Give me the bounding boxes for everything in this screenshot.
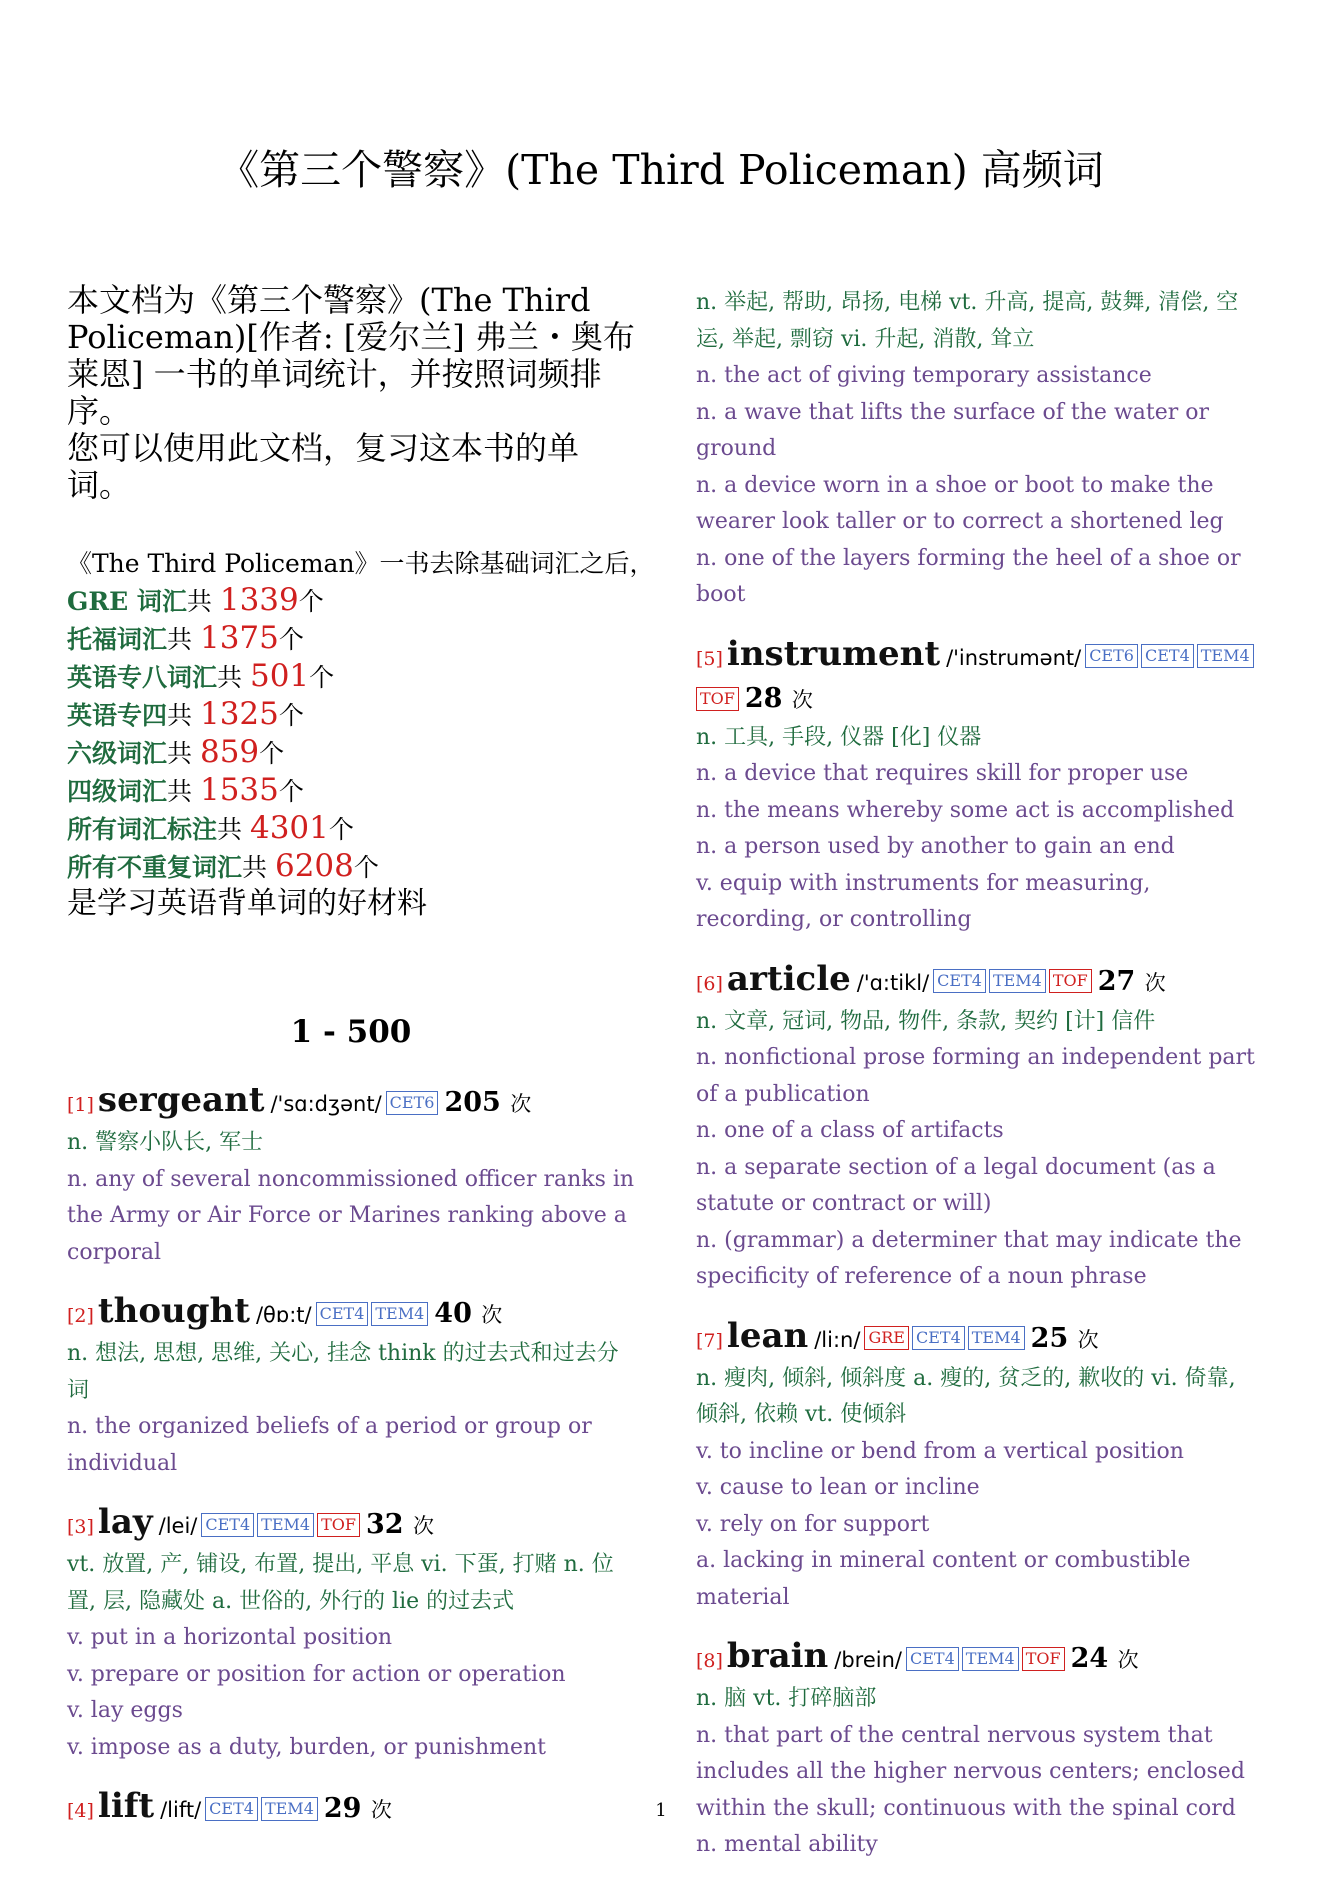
stat-unit: 个 <box>278 625 304 654</box>
stat-unit: 个 <box>298 587 324 616</box>
definition-line: n. a wave that lifts the surface of the water or ground <box>696 399 1210 461</box>
entry-index: [3] <box>67 1516 94 1538</box>
definition-line: n. the means whereby some act is accomplished <box>696 797 1235 823</box>
definition-line: v. lay eggs <box>67 1698 183 1723</box>
headword: article <box>726 958 851 999</box>
definition-line: vt. 放置, 产, 铺设, 布置, 提出, 平息 vi. 下蛋, 打赌 n. 位置, 层, 隐藏处 a. 世俗的, 外行的 lie 的过去式 <box>67 1552 614 1614</box>
stat-label: 英语专四 <box>67 701 168 730</box>
definition-line: n. a device that requires skill for proper use <box>696 761 1189 786</box>
vocab-stats <box>67 546 655 922</box>
stats-lead: 《The Third Policeman》一书去除基础词汇之后， <box>67 549 655 578</box>
phonetic: /'sɑ:dʒənt/ <box>270 1092 382 1116</box>
definition-line: a. lacking in mineral content or combustible material <box>696 1548 1191 1610</box>
stat-unit: 个 <box>278 701 304 730</box>
stat-label: 所有不重复词汇 <box>67 853 243 882</box>
stat-unit: 个 <box>353 853 379 882</box>
entry-index: [6] <box>696 972 723 995</box>
frequency <box>745 679 813 720</box>
definition-line: v. rely on for support <box>696 1511 930 1537</box>
tag-badge: TEM4 <box>989 969 1046 993</box>
definition-line: n. the act of giving temporary assistance <box>696 363 1152 388</box>
stat-line <box>67 772 635 810</box>
entry-index: [8] <box>696 1650 723 1672</box>
headword: lay <box>97 1502 153 1542</box>
headword: thought <box>97 1291 250 1331</box>
entry-header <box>696 1316 1262 1361</box>
stat-count: 501 <box>249 658 310 694</box>
frequency <box>1031 1319 1099 1360</box>
entry-header <box>67 1080 635 1125</box>
definition-line: n. 文章, 冠词, 物品, 物件, 条款, 契约 [计] 信件 <box>696 1008 1156 1034</box>
tag-badge: CET6 <box>386 1091 439 1115</box>
frequency-unit: 次 <box>1077 1327 1099 1352</box>
stat-count: 6208 <box>274 848 354 884</box>
definition-line: n. mental ability <box>696 1832 878 1857</box>
entry-header <box>67 1502 635 1547</box>
frequency <box>444 1083 531 1124</box>
tag-badge: TEM4 <box>1197 644 1254 668</box>
tag-badge: TOF <box>317 1513 360 1537</box>
definition-line: n. 举起, 帮助, 昂扬, 电梯 vt. 升高, 提高, 鼓舞, 清偿, 空运, 举起, 剽窃 vi. 升起, 消散, 耸立 <box>696 290 1239 352</box>
frequency-count: 27 <box>1097 965 1136 997</box>
tag-badge: CET4 <box>205 1797 258 1821</box>
definition-line: n. the organized beliefs of a period or group or individual <box>67 1414 592 1476</box>
frequency-count: 29 <box>323 1793 362 1824</box>
frequency-count: 24 <box>1070 1643 1109 1674</box>
page-title: 《第三个警察》(The Third Policeman) 高频词 <box>218 146 1104 194</box>
stat-count: 4301 <box>249 810 329 846</box>
definition-line: n. that part of the central nervous system that includes all the higher nervous centers; enclosed within the skull; continuous with the spinal cord <box>696 1722 1245 1821</box>
definition-line: n. 工具, 手段, 仪器 [化] 仪器 <box>696 724 982 750</box>
definition-line: v. equip with instruments for measuring, recording, or controlling <box>696 870 1151 932</box>
frequency-unit: 次 <box>481 1303 503 1327</box>
frequency-unit: 次 <box>412 1514 434 1538</box>
stat-mid: 共 <box>167 701 200 730</box>
phonetic: /li:n/ <box>814 1327 861 1352</box>
frequency-count: 32 <box>365 1509 404 1540</box>
stat-line <box>67 582 635 620</box>
phonetic: /brein/ <box>834 1648 902 1672</box>
stat-unit: 个 <box>278 777 304 806</box>
phonetic: /'instrumənt/ <box>946 645 1082 670</box>
frequency-count: 40 <box>434 1298 472 1329</box>
frequency <box>434 1294 502 1335</box>
word-entry <box>67 1502 635 1766</box>
tag-badge: CET4 <box>1141 644 1194 668</box>
tag-badge: TEM4 <box>261 1797 318 1821</box>
headword: instrument <box>726 633 941 674</box>
entry-index: [7] <box>696 1329 723 1352</box>
word-entry <box>696 634 1262 939</box>
phonetic: /lift/ <box>160 1798 202 1822</box>
stat-label: GRE 词汇 <box>67 587 187 616</box>
frequency-unit: 次 <box>1144 970 1166 995</box>
definition-line: n. 想法, 思想, 思维, 关心, 挂念 think 的过去式和过去分词 <box>67 1341 619 1403</box>
definition-line: n. nonfictional prose forming an independent part of a publication <box>696 1045 1255 1107</box>
tag-badge: CET4 <box>933 969 986 993</box>
stat-mid: 共 <box>242 853 275 882</box>
page-number: 1 <box>655 1800 667 1821</box>
entry-header <box>696 959 1262 1004</box>
frequency-count: 28 <box>744 682 783 714</box>
phonetic: /lei/ <box>158 1514 198 1538</box>
stat-count: 1339 <box>219 582 299 618</box>
definition-line: v. prepare or position for action or operation <box>67 1661 566 1687</box>
range-heading: 1 - 500 <box>290 1014 412 1050</box>
stat-mid: 共 <box>217 815 250 844</box>
stat-label: 所有词汇标注 <box>67 815 218 844</box>
frequency-unit: 次 <box>791 687 813 712</box>
word-entry <box>696 1636 1262 1864</box>
entry-header <box>696 1636 1262 1681</box>
entry-index: [5] <box>696 647 723 670</box>
tag-badge: CET4 <box>316 1302 369 1326</box>
word-entry-continued <box>696 285 1262 614</box>
tag-badge: CET4 <box>201 1513 254 1537</box>
definition-line: n. a separate section of a legal document (as a statute or contract or will) <box>696 1154 1216 1216</box>
word-entry <box>67 1291 635 1482</box>
tag-badge: TOF <box>696 687 739 711</box>
definition-line: n. a device worn in a shoe or boot to make the wearer look taller or to correct a shortened leg <box>696 472 1224 534</box>
entry-index: [2] <box>67 1305 94 1327</box>
stat-line <box>67 848 635 886</box>
stat-mid: 共 <box>186 587 220 616</box>
frequency-unit: 次 <box>510 1092 532 1116</box>
frequency-count: 25 <box>1030 1322 1069 1354</box>
frequency-unit: 次 <box>370 1798 392 1822</box>
definition-line: n. 瘦肉, 倾斜, 倾斜度 a. 瘦的, 贫乏的, 歉收的 vi. 倚靠, 倾斜, 依赖 vt. 使倾斜 <box>696 1365 1236 1427</box>
frequency-unit: 次 <box>1117 1648 1139 1672</box>
definition-line: n. (grammar) a determiner that may indicate the specificity of reference of a noun phrase <box>696 1227 1242 1289</box>
entry-header <box>696 634 1262 720</box>
stat-count: 1325 <box>199 696 279 732</box>
tag-badge: CET4 <box>912 1326 965 1350</box>
phonetic: /θɒ:t/ <box>255 1303 312 1327</box>
right-column <box>696 285 1262 1884</box>
stat-mid: 共 <box>167 625 200 654</box>
tag-badge: TEM4 <box>968 1326 1025 1350</box>
stat-line <box>67 620 635 658</box>
tag-badge: TEM4 <box>257 1513 314 1537</box>
tag-badge: TEM4 <box>962 1647 1019 1671</box>
stat-count: 1535 <box>199 772 279 808</box>
stat-label: 托福词汇 <box>67 625 168 654</box>
entry-index: [4] <box>67 1800 94 1822</box>
stat-label: 四级词汇 <box>67 777 168 806</box>
tag-badge: TEM4 <box>371 1302 428 1326</box>
stats-tail: 是学习英语背单词的好材料 <box>67 886 427 921</box>
definition-line: n. any of several noncommissioned officer ranks in the Army or Air Force or Marines ranking above a corporal <box>67 1166 635 1265</box>
stat-mid: 共 <box>167 739 200 768</box>
tag-badge: TOF <box>1022 1647 1065 1671</box>
stat-label: 英语专八词汇 <box>67 663 218 692</box>
frequency <box>1071 1639 1139 1680</box>
stat-line <box>67 734 635 772</box>
headword: lean <box>726 1315 809 1356</box>
frequency <box>366 1505 434 1546</box>
definition-line: v. to incline or bend from a vertical position <box>696 1438 1184 1464</box>
headword: lift <box>97 1786 155 1826</box>
stat-line <box>67 658 635 696</box>
definition-line: n. 脑 vt. 打碎脑部 <box>696 1686 877 1711</box>
stat-mid: 共 <box>167 777 200 806</box>
stat-line <box>67 696 635 734</box>
left-column <box>67 281 655 1851</box>
tag-badge: CET4 <box>906 1647 959 1671</box>
intro <box>67 282 635 504</box>
word-entry <box>696 1316 1262 1617</box>
intro-paragraph-2: 您可以使用此文档，复习这本书的单词。 <box>67 429 580 504</box>
stat-mid: 共 <box>217 663 250 692</box>
entry-header <box>67 1291 635 1336</box>
frequency <box>1098 962 1166 1003</box>
frequency-count: 205 <box>444 1087 501 1118</box>
headword: sergeant <box>97 1080 265 1120</box>
word-entry <box>696 959 1262 1296</box>
tag-badge: TOF <box>1049 969 1092 993</box>
word-entry <box>67 1080 635 1271</box>
phonetic: /'ɑ:tikl/ <box>856 970 930 995</box>
definition-line: v. cause to lean or incline <box>696 1475 980 1500</box>
headword: brain <box>726 1636 829 1676</box>
definition-line: n. one of a class of artifacts <box>696 1118 1004 1143</box>
stat-count: 1375 <box>199 620 279 656</box>
stat-label: 六级词汇 <box>67 739 168 768</box>
definition-line: n. 警察小队长, 军士 <box>67 1130 264 1155</box>
definition-line: v. impose as a duty, burden, or punishment <box>67 1734 547 1760</box>
definition-line: n. one of the layers forming the heel of a shoe or boot <box>696 545 1241 607</box>
intro-paragraph-1: 本文档为《第三个警察》(The Third Policeman)[作者: [爱尔兰] 弗兰・奥布莱恩] 一书的单词统计，并按照词频排序。 <box>67 281 635 430</box>
stat-count: 859 <box>199 734 260 770</box>
stat-unit: 个 <box>309 663 335 692</box>
tag-badge: GRE <box>864 1326 909 1350</box>
definition-line: v. put in a horizontal position <box>67 1625 393 1650</box>
stat-line <box>67 810 635 848</box>
stat-unit: 个 <box>328 815 354 844</box>
stat-unit: 个 <box>259 739 285 768</box>
definition-line: n. a person used by another to gain an end <box>696 834 1175 859</box>
tag-badge: CET6 <box>1085 644 1138 668</box>
entry-index: [1] <box>67 1094 94 1116</box>
